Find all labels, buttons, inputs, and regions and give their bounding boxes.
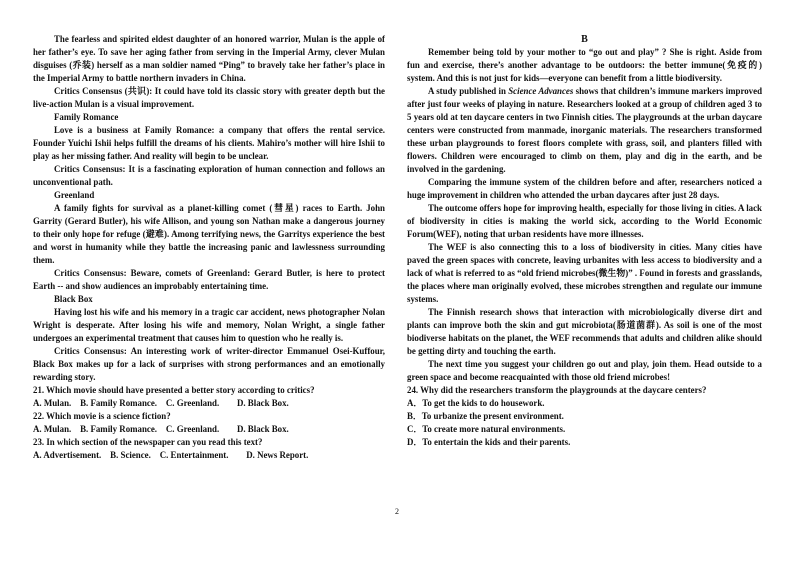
right-column — [407, 33, 762, 449]
question-24-option-c: C．To create more natural environments. — [407, 424, 566, 434]
family-romance-title: Family Romance — [54, 112, 119, 122]
black-box-title: Black Box — [54, 294, 93, 304]
journal-name: Science Advances — [508, 86, 574, 96]
passage-paragraph-4: The outcome offers hope for improving health, especially for those living in cities. A lack of biodiversity in cities is making the world sick, according to the World Economic Forum(WEF), noting that urban residents have more illnesses. — [407, 203, 762, 239]
black-box-critics-consensus: Critics Consensus: An interesting work of writer-director Emmanuel Osei-Kuffour, Black Box makes up for a lack of surprises with strong performances and an emotionally rewarding story. — [33, 346, 385, 382]
left-column — [33, 33, 385, 462]
passage-paragraph-1: Remember being told by your mother to “go out and play” ? She is right. Aside from fun and exercise, there’s another advantage to be outdoors: the better immune(免疫的) system. And this is not just for kids—everyone can benefit from a little biodiversity. — [407, 47, 762, 83]
question-24: 24. Why did the researchers transform the playgrounds at the daycare centers? — [407, 385, 707, 395]
page-number: 2 — [395, 507, 399, 516]
passage-paragraph-2 — [407, 85, 762, 176]
question-24-option-a: A．To get the kids to do housework. — [407, 398, 545, 408]
question-22: 22. Which movie is a science fiction? — [33, 411, 171, 421]
greenland-title: Greenland — [54, 190, 95, 200]
question-24-option-d: D．To entertain the kids and their parents. — [407, 437, 571, 447]
paragraph-2-rest: shows that children’s immune markers improved after just four weeks of playing in nature. Researchers looked at a group of children aged 3 to 5 years old at ten daycare centers in two Finnish cities. The playgrounds at the urban daycare centers were constructed from manmade, inorganic materials. The researchers transformed these urban playgrounds to forest floors complete with grass, soil, and planters filled with flowers. Children were encouraged to climb on them, play and dig in the earth, and be involved in the gardening. — [407, 86, 762, 174]
mulan-critics-consensus: Critics Consensus (共识): It could have told its classic story with greater depth but the live-action Mulan is a visual improvement. — [33, 86, 385, 109]
paragraph-2-intro: A study published in — [428, 86, 509, 96]
question-23-options: A. Advertisement. B. Science. C. Entertainment. D. News Report. — [33, 450, 309, 460]
passage-paragraph-7: The next time you suggest your children go out and play, join them. Head outside to a green space and become reacquainted with those old friend microbes! — [407, 359, 762, 382]
family-romance-critics-consensus: Critics Consensus: It is a fascinating exploration of human connection and follows an unconventional path. — [33, 164, 385, 187]
question-21: 21. Which movie should have presented a better story according to critics? — [33, 385, 315, 395]
black-box-description: Having lost his wife and his memory in a tragic car accident, news photographer Nolan Wright is desperate. After losing his wife and memory, Nolan Wright, a single father undergoes an experimental treatment that causes him to question who he really is. — [33, 307, 385, 343]
greenland-description: A family fights for survival as a planet-killing comet (彗星) races to Earth. John Garrity (Gerard Butler), his wife Allison, and young son Nathan make a dangerous journey to their only hope for refuge (避难). Among terrifying news, the Garritys experience the best and worst in humanity while they battle the increasing panic and lawlessness surrounding them. — [33, 203, 385, 265]
passage-paragraph-6: The Finnish research shows that interaction with microbiologically diverse dirt and plants can improve both the skin and gut microbiota(肠道菌群). As soil is one of the most biodiverse habitats on the planet, the WEF recommends that adults and children alike should be getting dirty and touching the earth. — [407, 307, 762, 356]
passage-paragraph-3: Comparing the immune system of the children before and after, researchers noticed a huge improvement in children who attended the urban daycares after just 28 days. — [407, 177, 762, 200]
passage-paragraph-5: The WEF is also connecting this to a loss of biodiversity in cities. Many cities have paved the green spaces with concrete, leaving urbanites with less access to biodiversity and a lack of what is referred to as “old friend microbes(微生物)” . Found in forests and grasslands, the places where man originally evolved, these microbes strengthen and regulate our immune systems. — [407, 242, 762, 304]
greenland-critics-consensus: Critics Consensus: Beware, comets of Greenland: Gerard Butler, is here to protect Earth -- and show audiences an improbably entertaining time. — [33, 268, 385, 291]
family-romance-description: Love is a business at Family Romance: a company that offers the rental service. Founder Yuichi Ishii helps fulfill the dreams of his clients. Mahiro’s mother will hire Ishii to play as her missing father. And reality will begin to be unclear. — [33, 125, 385, 161]
section-heading: B — [581, 34, 588, 45]
question-22-options: A. Mulan. B. Family Romance. C. Greenland. D. Black Box. — [33, 424, 289, 434]
question-21-options: A. Mulan. B. Family Romance. C. Greenland. D. Black Box. — [33, 398, 289, 408]
question-23: 23. In which section of the newspaper can you read this text? — [33, 437, 263, 447]
question-24-option-b: B．To urbanize the present environment. — [407, 411, 564, 421]
mulan-description: The fearless and spirited eldest daughter of an honored warrior, Mulan is the apple of her father’s eye. To save her aging father from serving in the Imperial Army, clever Mulan disguises (乔装) herself as a man soldier named “Ping” to bravely take her father’s place in the Imperial Army to battle northern invaders in China. — [33, 34, 385, 83]
